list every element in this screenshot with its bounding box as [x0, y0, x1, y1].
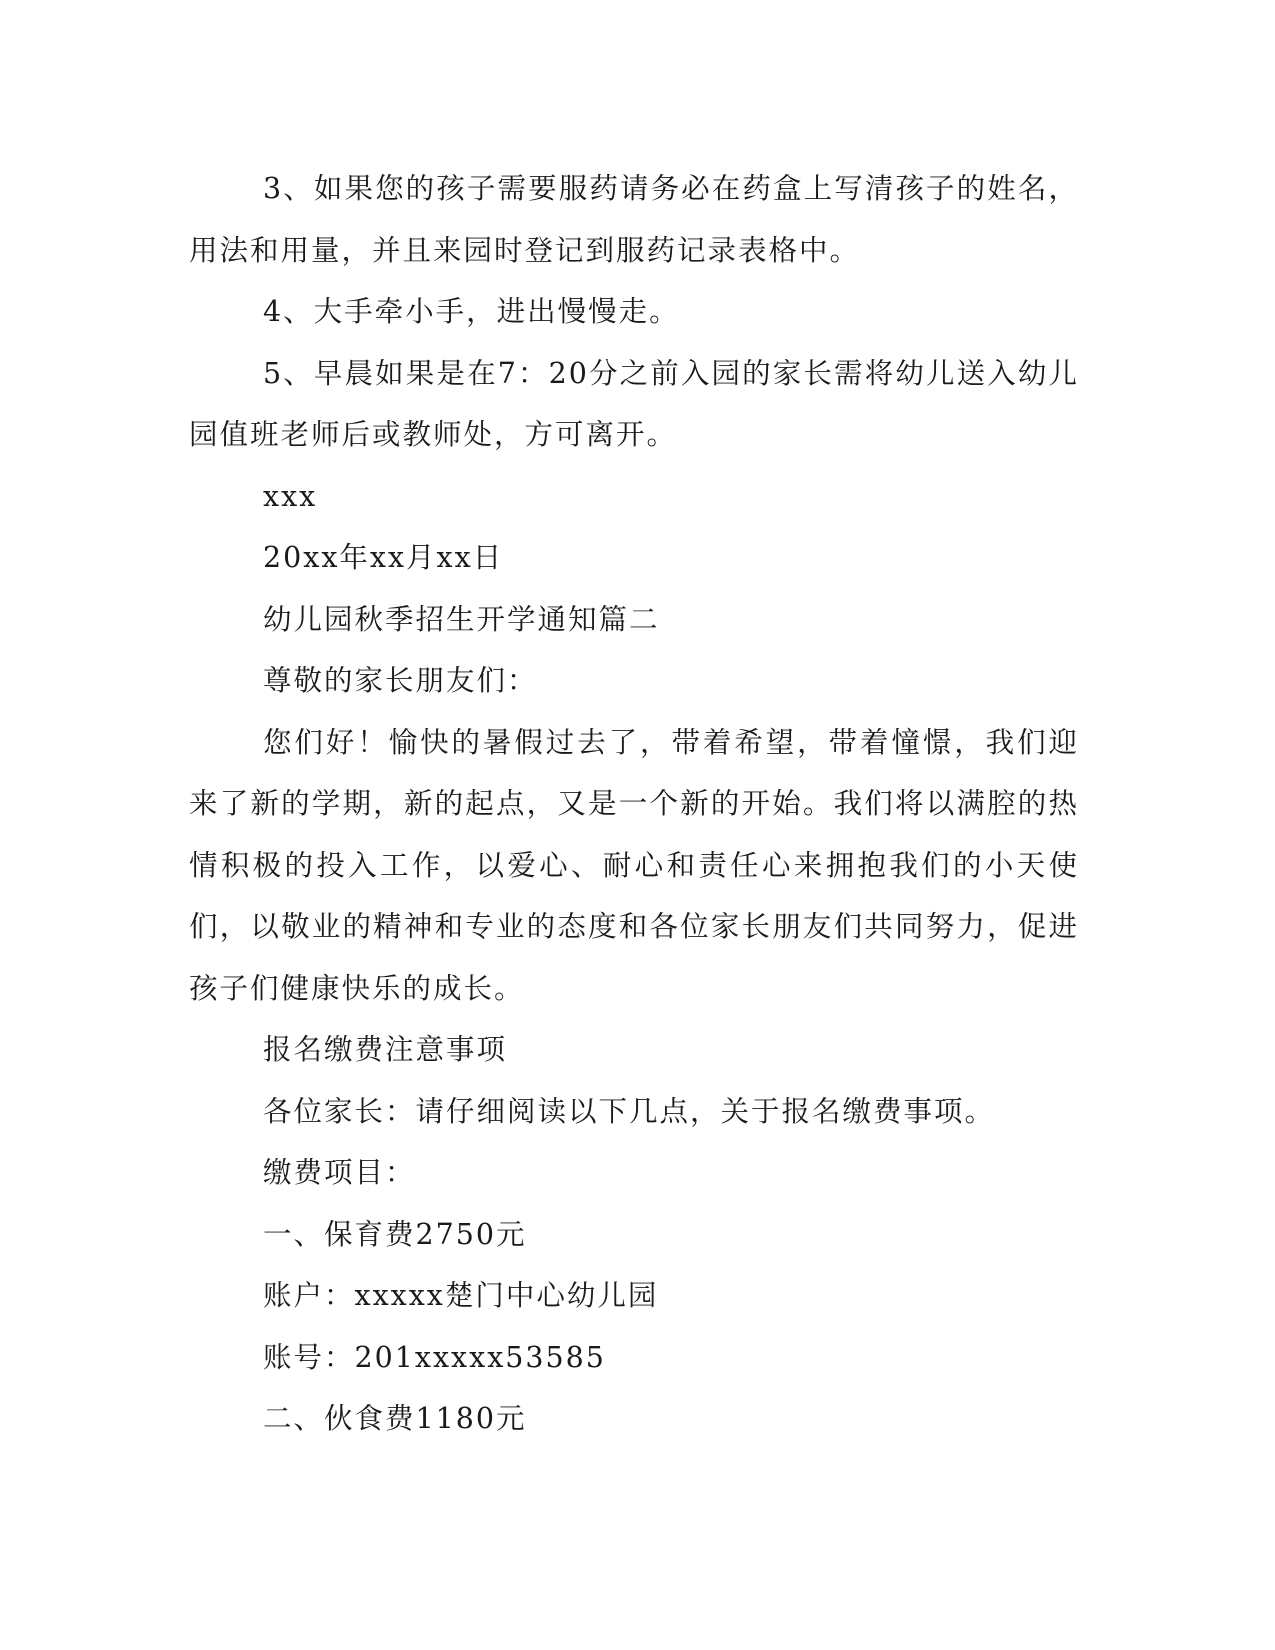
salutation: 尊敬的家长朋友们：	[263, 664, 538, 697]
paragraph-item-3-medicine: 3、如果您的孩子需要服药请务必在药盒上写清孩子的姓名，用法和用量，并且来园时登记到服药记录表格中。	[189, 172, 1079, 267]
greeting-paragraph: 您们好！愉快的暑假过去了，带着希望，带着憧憬，我们迎来了新的学期，新的起点，又是一个新的开始。我们将以满腔的热情积极的投入工作，以爱心、耐心和责任心来拥抱我们的小天使们，以敬业的精神和专业的态度和各位家长朋友们共同努力，促进孩子们健康快乐的成长。	[189, 725, 1079, 1005]
fee-notice-intro: 各位家长：请仔细阅读以下几点，关于报名缴费事项。	[263, 1094, 996, 1128]
paragraph-item-4-hold-hands: 4、大手牵小手，进出慢慢走。	[263, 295, 680, 328]
fee-notice-heading: 报名缴费注意事项	[263, 1033, 508, 1066]
account-number: 账号：201xxxxx53585	[263, 1340, 606, 1374]
fee-items-label: 缴费项目：	[263, 1156, 416, 1189]
signature: xxx	[263, 479, 318, 513]
account-name: 账户：xxxxx楚门中心幼儿园	[263, 1279, 659, 1312]
fee-item-meals: 二、伙食费1180元	[263, 1402, 527, 1435]
date-line: 20xx年xx月xx日	[263, 541, 504, 574]
document-body	[189, 158, 1079, 1450]
fee-item-childcare: 一、保育费2750元	[263, 1217, 527, 1251]
paragraph-item-5-early-arrival: 5、早晨如果是在7：20分之前入园的家长需将幼儿送入幼儿园值班老师后或教师处，方可离开。	[189, 356, 1079, 451]
section-title: 幼儿园秋季招生开学通知篇二	[263, 602, 660, 636]
